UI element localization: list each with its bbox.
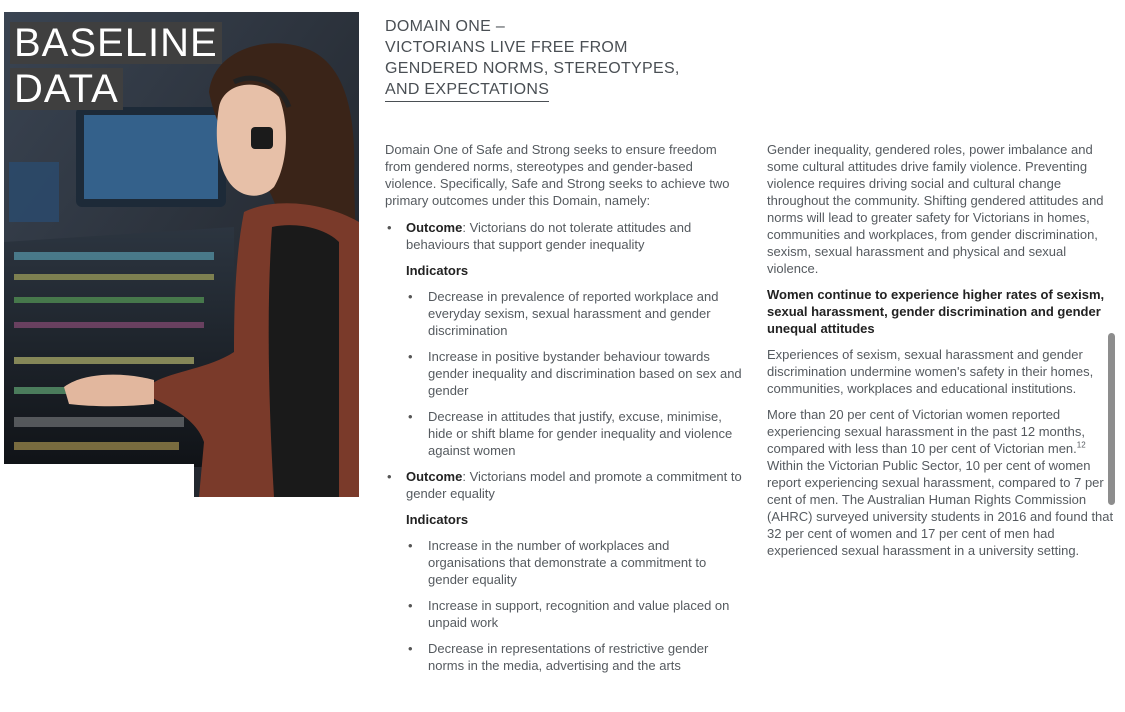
stats-text-a: More than 20 per cent of Victorian women reported experiencing sexual harassment in the past 12 months, compared with less than 10 per cent of Victorian men. [767,407,1085,456]
scrollbar-thumb[interactable] [1108,333,1115,505]
baseline-label: BASELINE [10,22,222,64]
subheading-women: Women continue to experience higher rates of sexism, sexual harassment, gender discrimination and gender unequal attitudes [767,287,1105,336]
indicator-item: • Increase in support, recognition and value placed on unpaid work [385,597,745,631]
outcome-1 [385,219,745,253]
paragraph-drivers: Gender inequality, gendered roles, power imbalance and some cultural attitudes drive family violence. Preventing violence requires driving social and cultural change throughout the community. Shifting gendered attitudes and norms will lead to greater safety for Victorians in homes, communities and workplaces, from gender discrimination, sexism, sexual harassment and physical and sexual violence. [767,142,1104,276]
heading-line-3: GENDERED NORMS, STEREOTYPES, [385,60,680,77]
section-heading [385,16,745,102]
outcome-text: : Victorians model and promote a commitment to gender equality [406,469,742,501]
hero-photo [4,12,359,497]
left-column [385,141,745,683]
indicator-item: • Decrease in representations of restrictive gender norms in the media, advertising and the arts [385,640,745,674]
heading-line-1: DOMAIN ONE – [385,18,506,35]
indicators-heading-1: Indicators [406,263,469,278]
indicator-item: • Decrease in prevalence of reported workplace and everyday sexism, sexual harassment and gender discrimination [385,288,745,339]
photo-cutout [4,464,194,497]
indicator-item: • Increase in positive bystander behaviour towards gender inequality and discrimination based on sex and gender [385,348,745,399]
paragraph-experiences: Experiences of sexism, sexual harassment and gender discrimination undermine women's safety in their homes, communities, workplaces and educational institutions. [767,347,1094,396]
outcome-label: Outcome [406,469,463,484]
intro-paragraph: Domain One of Safe and Strong seeks to ensure freedom from gendered norms, stereotypes and gender-based violence. Specifically, Safe and Strong seeks to achieve two primary outcomes under this Domain, namely: [385,142,730,208]
paragraph-statistics [767,406,1117,559]
right-column [767,141,1117,568]
indicators-heading-2: Indicators [406,512,469,527]
heading-line-2: VICTORIANS LIVE FREE FROM [385,39,628,56]
outcome-text: : Victorians do not tolerate attitudes and behaviours that support gender inequality [406,220,692,252]
footnote-ref[interactable]: 12 [1076,440,1086,450]
indicator-item: • Decrease in attitudes that justify, excuse, minimise, hide or shift blame for gender inequality and violence against women [385,408,745,459]
heading-line-4: AND EXPECTATIONS [385,79,549,102]
indicator-item: • Increase in the number of workplaces and organisations that demonstrate a commitment to gender equality [385,537,745,588]
outcome-label: Outcome [406,220,463,235]
stats-text-b: Within the Victorian Public Sector, 10 per cent of women report experiencing sexual harassment, compared to 7 per cent of men. The Australian Human Rights Commission (AHRC) surveyed university students in 2016 and found that 32 per cent of women and 17 per cent of men had experienced sexual harassment in a university setting. [767,458,1114,558]
outcome-2 [385,468,745,502]
data-label: DATA [10,68,123,110]
